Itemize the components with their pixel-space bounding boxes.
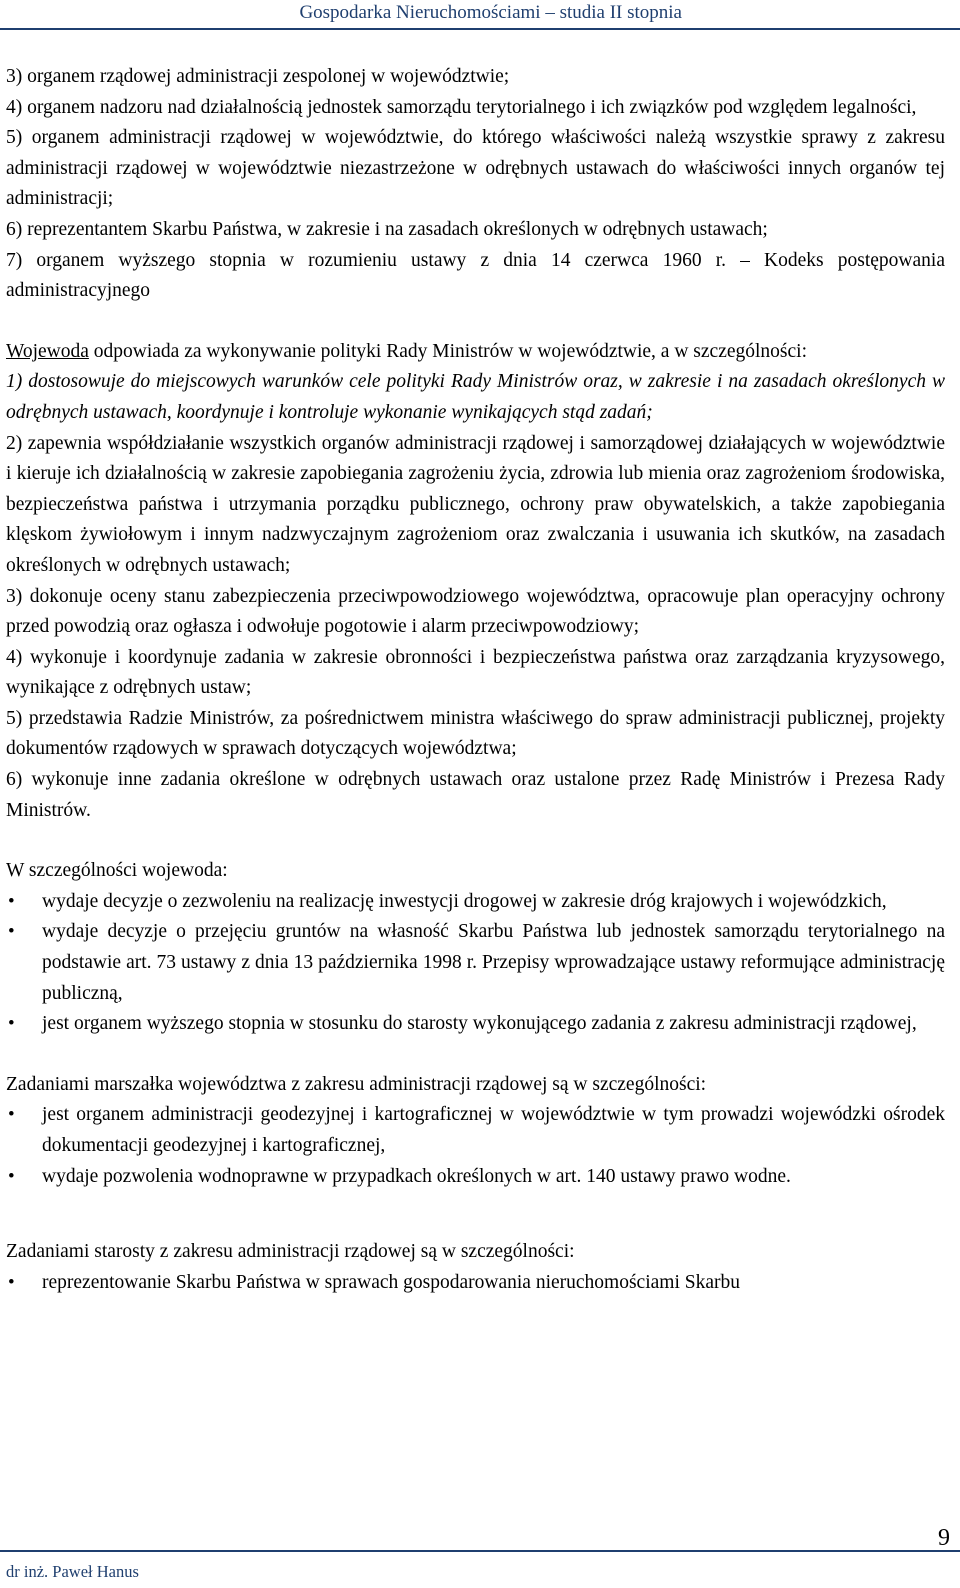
organs-item: 4) organem nadzoru nad działalnością jednostek samorządu terytorialnego i ich związków pod względem legalności,	[6, 96, 917, 118]
document-body	[6, 62, 945, 1298]
list-item	[6, 1009, 945, 1040]
list-item-text: jest organem administracji geodezyjnej i kartograficznej w województwie w tym prowadzi wojewódzki ośrodek dokumentacji geodezyjnej i kartograficznej,	[42, 1104, 945, 1156]
particular-bullet-list	[6, 887, 945, 1040]
list-item-text: wydaje pozwolenia wodnoprawne w przypadkach określonych w art. 140 ustawy prawo wodne.	[42, 1165, 791, 1187]
header-divider	[0, 28, 960, 30]
wojewoda-item: 6) wykonuje inne zadania określone w odrębnych ustawach oraz ustalone przez Radę Ministrów i Prezesa Rady Ministrów.	[6, 769, 945, 821]
bullet-icon: •	[8, 1165, 15, 1187]
header-title: Gospodarka Nieruchomościami – studia II stopnia	[299, 2, 682, 23]
wojewoda-section	[6, 337, 945, 827]
organs-item: 3) organem rządowej administracji zespolonej w województwie;	[6, 66, 510, 87]
starosta-bullet-list	[6, 1268, 945, 1299]
list-item	[6, 1100, 945, 1161]
wojewoda-intro	[6, 337, 945, 368]
wojewoda-item: 3) dokonuje oceny stanu zabezpieczenia przeciwpowodziowego województwa, opracowuje plan operacyjny ochrony przed powodzią oraz ogłasza i odwołuje pogotowie i alarm przeciwpowodziowy;	[6, 585, 945, 638]
bullet-icon: •	[8, 1104, 15, 1126]
starosta-section	[6, 1237, 945, 1298]
particular-heading: W szczególności wojewoda:	[6, 860, 228, 882]
list-item	[6, 1268, 945, 1299]
page-header	[0, 0, 960, 30]
organs-item: 6) reprezentantem Skarbu Państwa, w zakresie i na zasadach określonych w odrębnych ustawach;	[6, 218, 768, 240]
spacer	[6, 826, 945, 856]
marshal-bullet-list	[6, 1100, 945, 1192]
bullet-icon: •	[8, 1271, 15, 1293]
marshal-heading: Zadaniami marszałka województwa z zakresu administracji rządowej są w szczególności:	[6, 1073, 707, 1095]
starosta-heading: Zadaniami starosty z zakresu administracji rządowej są w szczególności:	[6, 1241, 575, 1263]
list-item	[6, 887, 945, 918]
list-item	[6, 1162, 945, 1193]
marshal-section	[6, 1070, 945, 1192]
wojewoda-intro-text: odpowiada za wykonywanie polityki Rady Ministrów w województwie, a w szczególności:	[88, 340, 807, 362]
organs-list	[6, 62, 945, 307]
particular-section	[6, 856, 945, 1040]
list-item-text: wydaje decyzje o przejęciu gruntów na własność Skarbu Państwa lub jednostek samorządu terytorialnego na podstawie art. 73 ustawy z dnia 13 października 1998 r. Przepisy wprowadzające ustawy reformujące administrację publiczną,	[42, 921, 945, 1004]
wojewoda-lead-word: Wojewoda	[6, 340, 89, 362]
bullet-icon: •	[8, 890, 15, 912]
page-footer	[0, 1525, 960, 1588]
organs-item: 7) organem wyższego stopnia w rozumieniu ustawy z dnia 14 czerwca 1960 r. – Kodeks postępowania administracyjnego	[6, 249, 945, 302]
wojewoda-item: 5) przedstawia Radzie Ministrów, za pośrednictwem ministra właściwego do spraw administracji publicznej, projekty dokumentów rządowych w sprawach dotyczących województwa;	[6, 707, 945, 760]
list-item-text: wydaje decyzje o zezwoleniu na realizację inwestycji drogowej w zakresie dróg krajowych i wojewódzkich,	[42, 890, 887, 912]
organs-item: 5) organem administracji rządowej w województwie, do którego właściwości należą wszystkie sprawy z zakresu administracji rządowej w województwie niezastrzeżone w odrębnych ustawach do właściwości innych organów tej administracji;	[6, 127, 945, 210]
bullet-icon: •	[8, 1013, 15, 1035]
wojewoda-item: 4) wykonuje i koordynuje zadania w zakresie obronności i bezpieczeństwa państwa oraz zarządzania kryzysowego, wynikające z odrębnych ustaw;	[6, 646, 945, 699]
wojewoda-item: 2) zapewnia współdziałanie wszystkich organów administracji rządowej i samorządowej działających w województwie i kieruje ich działalnością w zakresie zapobiegania zagrożeniu życia, zdrowia lub mienia oraz zagrożeniom środowiska, bezpieczeństwa państwa i utrzymania porządku publicznego, ochrony praw obywatelskich, a także zapobiegania klęskom żywiołowym i innym nadzwyczajnym zagrożeniom oraz zwalczania i usuwania ich skutków, na zasadach określonych w odrębnych ustawach;	[6, 432, 945, 576]
bullet-icon: •	[8, 921, 15, 943]
footer-author: dr inż. Paweł Hanus	[6, 1562, 139, 1581]
page-number: 9	[938, 1525, 950, 1551]
wojewoda-item-1: 1) dostosowuje do miejscowych warunków cele polityki Rady Ministrów oraz, w zakresie i na zasadach określonych w odrębnych ustawach, koordynuje i kontroluje wykonanie wynikających stąd zadań;	[6, 371, 945, 423]
footer-divider	[0, 1550, 960, 1552]
spacer	[6, 1040, 945, 1070]
list-item-text: jest organem wyższego stopnia w stosunku do starosty wykonującego zadania z zakresu administracji rządowej,	[42, 1013, 917, 1035]
list-item-text: reprezentowanie Skarbu Państwa w sprawach gospodarowania nieruchomościami Skarbu	[42, 1271, 740, 1293]
spacer	[6, 1192, 945, 1237]
list-item	[6, 917, 945, 1009]
spacer	[6, 307, 945, 337]
